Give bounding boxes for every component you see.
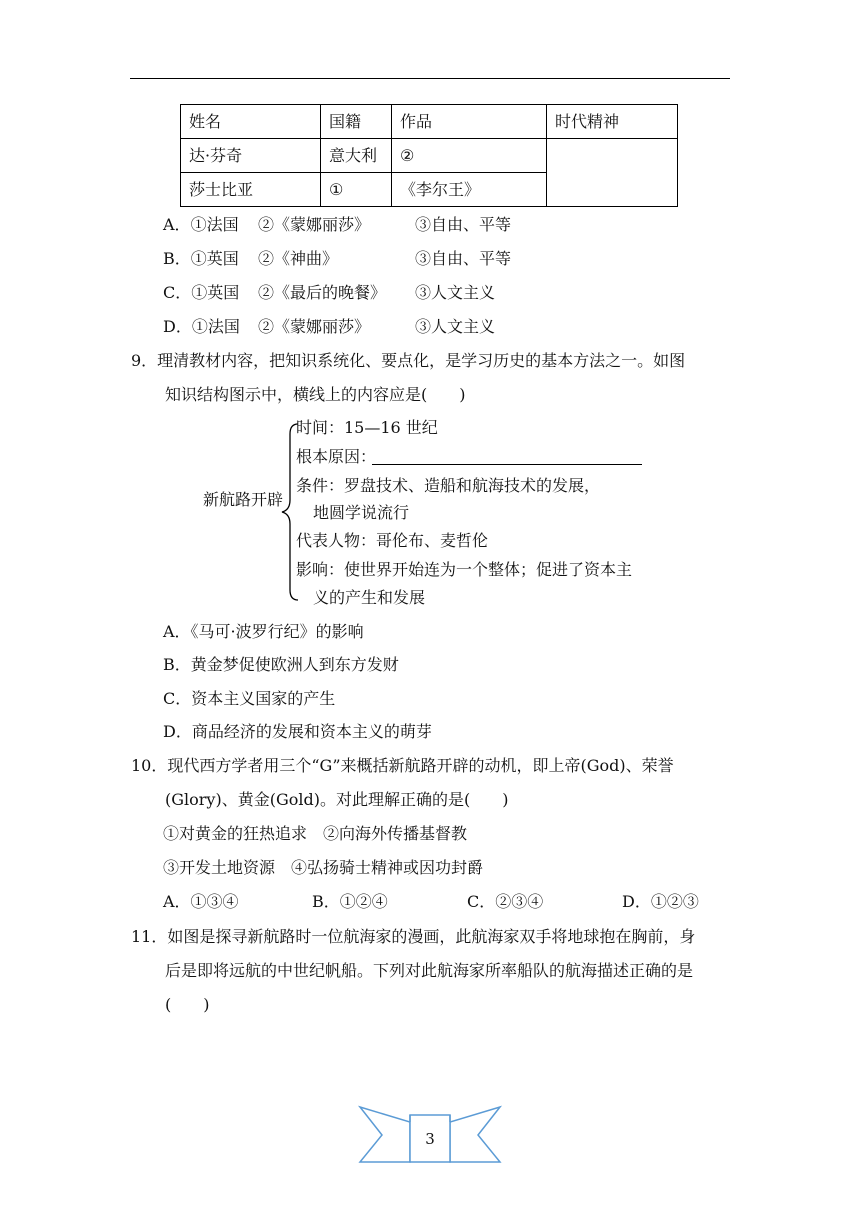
diagram-root-label: 新航路开辟: [203, 490, 284, 509]
table-header-cell: 姓名: [181, 105, 321, 139]
option-part-c: ③自由、平等: [415, 215, 512, 234]
table-header-cell: 时代精神: [547, 105, 678, 139]
diagram-item-root-cause: 根本原因：: [296, 447, 377, 466]
diagram-item-figures: 代表人物：哥伦布、麦哲伦: [296, 531, 489, 550]
q11-stem-line1: 11．如图是探寻新航路时一位航海家的漫画，此航海家双手将地球抱在胸前，身: [131, 927, 696, 946]
table-cell: 《李尔王》: [392, 173, 547, 207]
q9-option-d: D．商品经济的发展和资本主义的萌芽: [163, 722, 432, 741]
option-part-a: ①英国: [190, 249, 239, 268]
q11-stem-line3: ( ): [165, 995, 210, 1014]
option-part-a: ①英国: [191, 283, 240, 302]
diagram-item-impact-cont: 义的产生和发展: [313, 588, 426, 607]
q9-stem-line1: 9．理清教材内容，把知识系统化、要点化，是学习历史的基本方法之一。如图: [131, 351, 686, 370]
q10-option-d: D．①②③: [622, 892, 699, 911]
q10-stem-line2: (Glory)、黄金(Gold)。对此理解正确的是( ): [165, 790, 509, 809]
table-cell: 莎士比亚: [181, 173, 321, 207]
table-cell: ①: [321, 173, 392, 207]
option-part-c: ③人文主义: [415, 283, 496, 302]
option-part-a: ①法国: [191, 317, 240, 336]
table-header-cell: 国籍: [321, 105, 392, 139]
page-number: 3: [425, 1130, 435, 1148]
q9-stem-line2: 知识结构图示中，横线上的内容应是( ): [165, 385, 466, 404]
q10-statements-line1: ①对黄金的狂热追求 ②向海外传播基督教: [163, 824, 468, 843]
option-part-b: ②《蒙娜丽莎》: [258, 215, 371, 234]
q10-option-b: B．①②④: [312, 892, 388, 911]
q9-option-b: B．黄金梦促使欧洲人到东方发财: [163, 655, 399, 674]
table-header-cell: 作品: [392, 105, 547, 139]
option-letter: B．: [163, 249, 191, 268]
q9-option-a: A．《马可·波罗行纪》的影响: [163, 622, 364, 641]
option-letter: D．: [163, 317, 192, 336]
diagram-item-conditions-cont: 地圆学说流行: [313, 503, 410, 522]
option-letter: A．: [163, 215, 191, 234]
q10-option-c: C．②③④: [467, 892, 544, 911]
table-cell: 意大利: [321, 139, 392, 173]
diagram-item-time: 时间：15—16 世纪: [296, 418, 438, 437]
q10-option-a: A．①③④: [163, 892, 239, 911]
q9-option-c: C．资本主义国家的产生: [163, 689, 336, 708]
option-part-a: ①法国: [190, 215, 239, 234]
table-cell: ②: [392, 139, 547, 173]
q11-stem-line2: 后是即将远航的中世纪帆船。下列对此航海家所率船队的航海描述正确的是: [165, 961, 694, 980]
diagram-item-conditions: 条件：罗盘技术、造船和航海技术的发展，: [296, 476, 601, 495]
table-cell: 达·芬奇: [181, 139, 321, 173]
option-part-b: ②《最后的晚餐》: [258, 283, 387, 302]
option-part-c: ③人文主义: [415, 317, 496, 336]
option-letter: C．: [163, 283, 192, 302]
option-part-c: ③自由、平等: [415, 249, 512, 268]
diagram-item-impact: 影响：使世界开始连为一个整体；促进了资本主: [296, 560, 633, 579]
option-part-b: ②《蒙娜丽莎》: [258, 317, 371, 336]
q10-stem-line1: 10．现代西方学者用三个“G”来概括新航路开辟的动机，即上帝(God)、荣誉: [131, 756, 674, 775]
option-part-b: ②《神曲》: [258, 249, 339, 268]
q10-statements-line2: ③开发土地资源 ④弘扬骑士精神或因功封爵: [163, 858, 484, 877]
